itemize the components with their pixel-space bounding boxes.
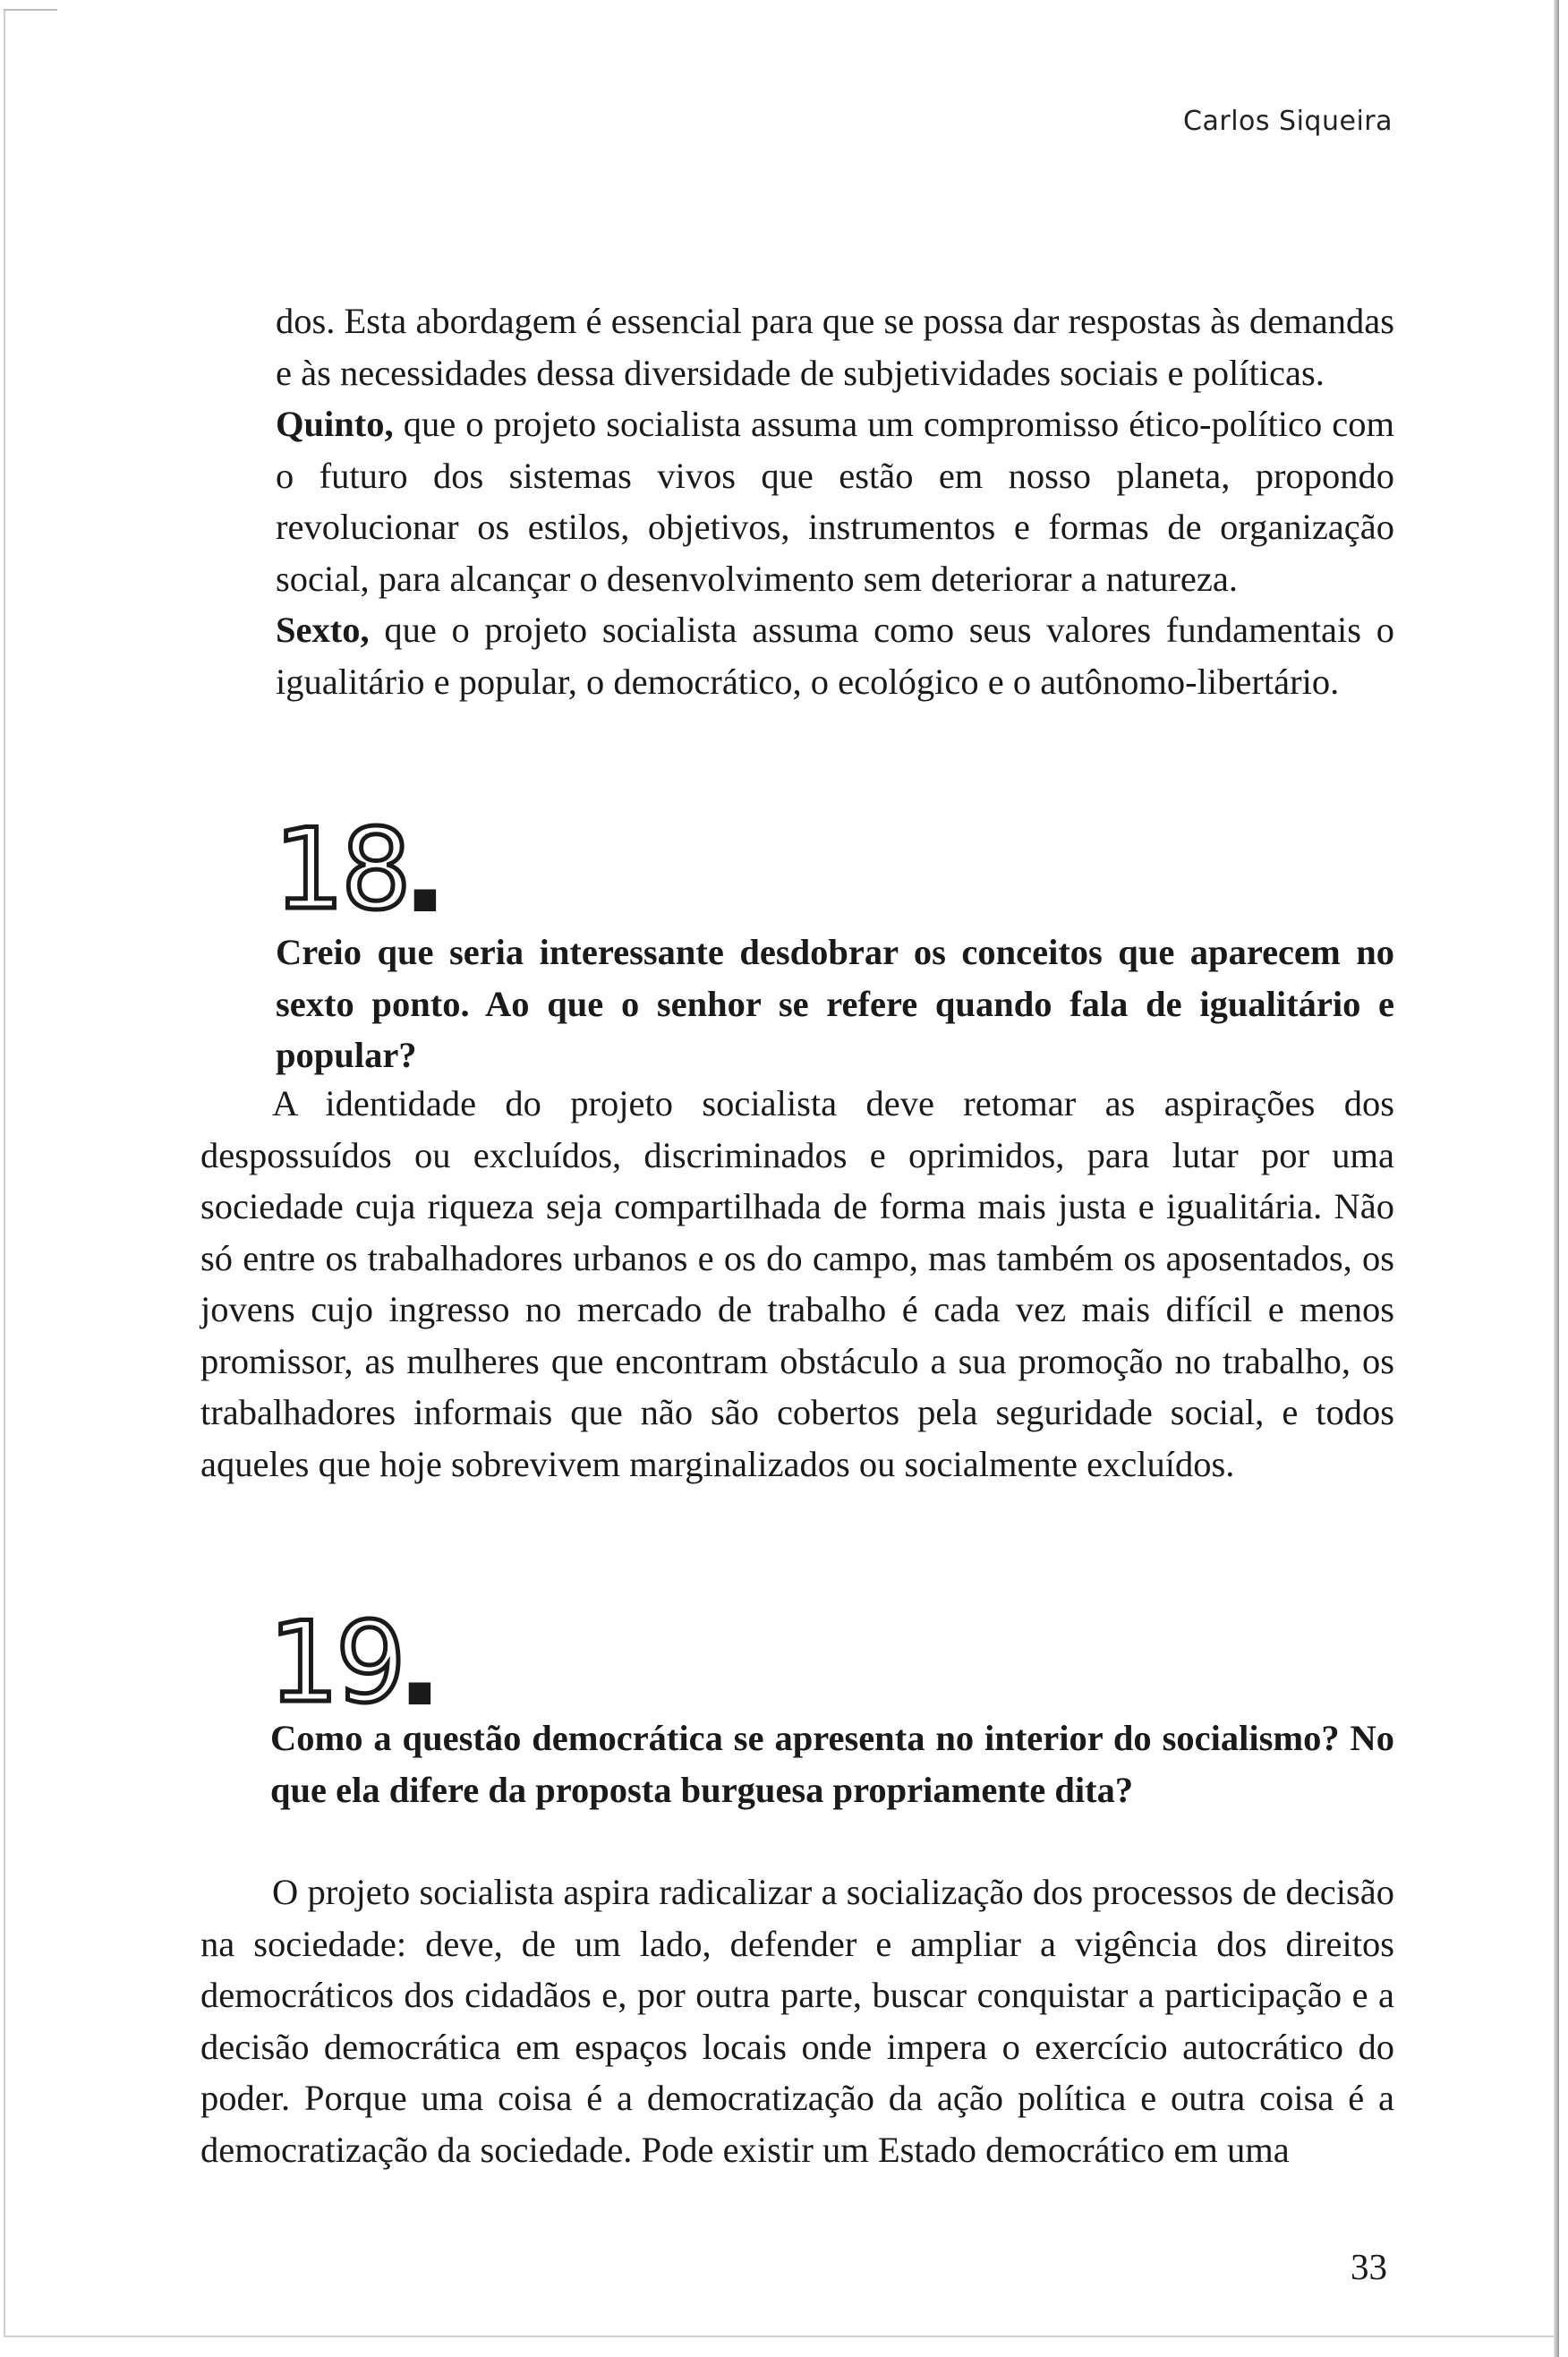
answer-18-paragraph: A identidade do projeto socialista deve retomar as aspirações dos despossuídos ou excluídos, discriminados e oprimidos, para lutar por uma sociedade cuja riqueza seja compartilhada de forma mais justa e igualitária. Não só entre os trabalhadores urbanos e os do campo, mas também os aposentados, os jovens cujo ingresso no mercado de trabalho é cada vez mais difícil e menos promissor, as mulheres que encontram obstáculo a sua promoção no trabalho, os trabalhadores informais que não são cobertos pela seguridade social, e todos aqueles que hoje sobrevivem marginalizados ou socialmente excluídos. — [200, 1083, 1394, 1484]
top-paragraphs — [276, 295, 1394, 707]
sexto-label: Sexto, — [276, 610, 370, 650]
page-top-edge — [4, 9, 57, 11]
section-number-18-digits: 18 — [274, 806, 408, 935]
continuation-paragraph: dos. Esta abordagem é essencial para que se possa dar respostas às demandas e às necessidades dessa diversidade de subjetividades sociais e políticas. — [276, 301, 1394, 393]
answer-19-paragraph: O projeto socialista aspira radicalizar a socialização dos processos de decisão na sociedade: deve, de um lado, defender e ampliar a vigência dos direitos democráticos dos cidadãos e, por outra parte, buscar conquistar a participação e a decisão democrática em espaços locais onde impera o exercício autocrático do poder. Porque uma coisa é a democratização da ação política e outra coisa é a democratização da sociedade. Pode existir um Estado democrático em uma — [200, 1872, 1394, 2170]
quinto-text: que o projeto socialista assuma um compromisso ético-político com o futuro dos sistemas vivos que estão em nosso planeta, propondo revolucionar os estilos, objetivos, instrumentos e formas de organização social, para alcançar o desenvolvimento sem deteriorar a natureza. — [276, 404, 1394, 599]
question-18: Creio que seria interessante desdobrar os conceitos que aparecem no sexto ponto. Ao que o senhor se refere quando fala de igualitário e popular? — [276, 932, 1394, 1075]
answer-18 — [200, 1078, 1394, 1490]
sexto-text: que o projeto socialista assuma como seus valores fundamentais o igualitário e popular, o democrático, o ecológico e o autônomo-libertário. — [276, 610, 1394, 702]
answer-19 — [200, 1866, 1394, 2175]
page-right-edge — [1554, 0, 1559, 2357]
section-number-19-digits: 19 — [268, 1599, 403, 1728]
page-left-edge — [4, 9, 5, 2336]
sexto-paragraph — [276, 604, 1394, 707]
section-number-18 — [274, 806, 439, 935]
quinto-paragraph — [276, 398, 1394, 604]
section-number-19 — [268, 1599, 434, 1728]
section-number-18-square: ■ — [411, 881, 439, 915]
question-19: Como a questão democrática se apresenta no interior do socialismo? No que ela difere da proposta burguesa propriamente dita? — [270, 1718, 1394, 1810]
page-number: 33 — [1351, 2246, 1387, 2287]
page-bottom-edge — [4, 2336, 1554, 2337]
section-number-19-square: ■ — [405, 1674, 434, 1708]
running-head: Carlos Siqueira — [1183, 106, 1393, 137]
quinto-label: Quinto, — [276, 404, 394, 444]
